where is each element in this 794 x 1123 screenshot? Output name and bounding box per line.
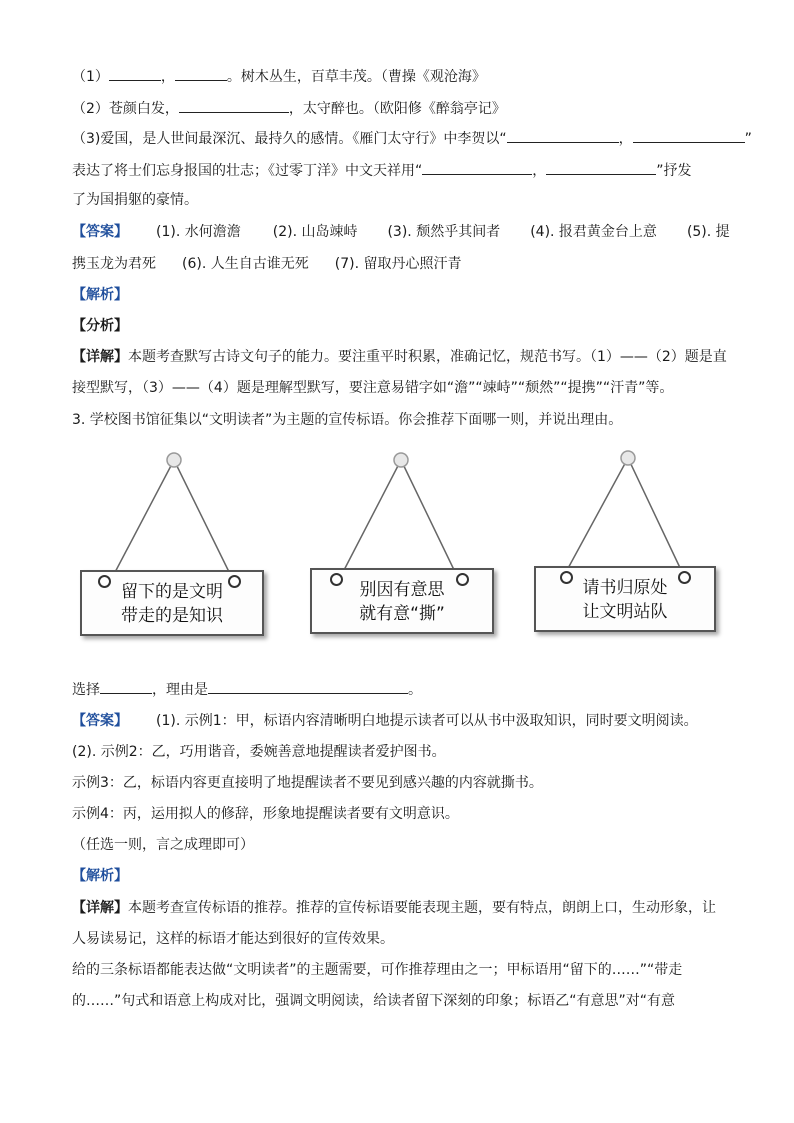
answer-example: (1). 示例1：甲，标语内容清晰明白地提示读者可以从书中汲取知识，同时要文明阅读。: [156, 713, 698, 729]
q2-prefix: （2）苍颜白发，: [72, 101, 179, 117]
hole-icon: [228, 575, 241, 588]
hole-icon: [678, 571, 691, 584]
q1-prefix: （1）: [72, 69, 109, 85]
hole-icon: [330, 573, 343, 586]
detail-3-line1: [72, 898, 716, 918]
nail-icon: [394, 453, 408, 467]
fenxi-tag-1: 【分析】: [72, 318, 128, 334]
sign-line: 别因有意思: [359, 580, 445, 600]
detail-1-line2: 接型默写，（3）——（4）题是理解型默写，要注意易错字如“澹”“竦峙”“颓然”“提携”“汗青”等。: [72, 380, 674, 396]
answer-blank[interactable]: [546, 160, 656, 175]
sign-line: 留下的是文明: [121, 582, 223, 602]
answer-3-ex2: (2). 示例2：乙，巧用谐音，委婉善意地提醒读者爱护图书。: [72, 744, 446, 760]
sign-line: 带走的是知识: [121, 606, 223, 626]
q3-suffix: ”: [744, 131, 752, 147]
q4-sep: ，: [532, 163, 547, 179]
detail-3-line4: 的……”句式和语意上构成对比，强调文明阅读，给读者留下深刻的印象；标语乙“有意思”对“有意: [72, 993, 676, 1009]
q3-sep: ，: [618, 131, 633, 147]
answer-blank[interactable]: [422, 160, 532, 175]
fill-question-2: [72, 98, 506, 119]
nail-icon: [167, 453, 181, 467]
answer-1-line2: [72, 254, 461, 274]
answer-item: (6). 人生自古谁无死: [182, 256, 309, 272]
choose-suffix: 。: [408, 682, 422, 698]
answer-item: (2). 山岛竦峙: [272, 224, 358, 240]
hole-icon: [456, 573, 469, 586]
fill-question-1: [72, 66, 486, 87]
detail-3-line2: 人易读易记，这样的标语才能达到很好的宣传效果。: [72, 931, 394, 947]
q1-sep: ，: [160, 69, 175, 85]
answer-item: (1). 水何澹澹: [156, 224, 241, 240]
fill-question-5: 了为国捐躯的豪情。: [72, 192, 198, 208]
answer-tag: 【答案】: [72, 713, 128, 729]
q2-suffix: ，太守醉也。（欧阳修《醉翁亭记》: [288, 101, 506, 117]
detail-1-line1: [72, 347, 727, 367]
q3-prefix: （3)爱国，是人世间最深沉、最持久的感情。《雁门太守行》中李贺以“: [72, 131, 507, 147]
answer-blank[interactable]: [100, 679, 152, 694]
q1-suffix: 。树木丛生，百草丰茂。（曹操《观沧海》: [226, 69, 486, 85]
answer-tag: 【答案】: [72, 224, 128, 240]
sign-board: [310, 568, 494, 634]
sign-line: 就有意“撕”: [359, 604, 445, 624]
hole-icon: [560, 571, 573, 584]
answer-blank[interactable]: [179, 98, 289, 113]
detail-text: 本题考查默写古诗文句子的能力。要注重平时积累，准确记忆，规范书写。（1）——（2）题是直: [128, 349, 727, 365]
q4-suffix: ”抒发: [656, 163, 692, 179]
answer-blank[interactable]: [175, 66, 227, 81]
answer-item: 携玉龙为君死: [72, 256, 156, 272]
hanging-sign-yi: [308, 450, 498, 638]
answer-1-line1: [72, 222, 730, 242]
sign-board: [534, 566, 716, 632]
question-3: 3. 学校图书馆征集以“文明读者”为主题的宣传标语。你会推荐下面哪一则，并说出理由。: [72, 412, 623, 428]
answer-3-ex3: 示例3：乙，标语内容更直接明了地提醒读者不要见到感兴趣的内容就撕书。: [72, 775, 543, 791]
answer-3-note: （任选一则，言之成理即可）: [72, 837, 254, 853]
detail-tag: 【详解】: [72, 349, 128, 365]
sign-board: [80, 570, 264, 636]
hanging-sign-bing: [532, 446, 722, 634]
answer-item: (5). 提: [686, 224, 730, 240]
choose-line: [72, 679, 422, 700]
hanging-sign-jia: [78, 450, 264, 638]
detail-text: 本题考查宣传标语的推荐。推荐的宣传标语要能表现主题，要有特点，朗朗上口，生动形象，让: [128, 900, 716, 916]
choose-mid: ，理由是: [152, 682, 208, 698]
sign-line: 让文明站队: [582, 602, 668, 622]
sign-line: 请书归原处: [582, 578, 668, 598]
answer-blank[interactable]: [633, 128, 745, 143]
fill-question-4: [72, 160, 692, 181]
choose-prefix: 选择: [72, 682, 100, 698]
answer-blank[interactable]: [208, 679, 408, 694]
answer-3-ex4: 示例4：丙，运用拟人的修辞，形象地提醒读者要有文明意识。: [72, 806, 459, 822]
answer-blank[interactable]: [507, 128, 619, 143]
q4-prefix: 表达了将士们忘身报国的壮志；《过零丁洋》中文天祥用“: [72, 163, 423, 179]
analysis-tag-3: 【解析】: [72, 868, 128, 884]
analysis-tag-1: 【解析】: [72, 287, 128, 303]
answer-blank[interactable]: [109, 66, 161, 81]
answer-item: (3). 颓然乎其间者: [387, 224, 501, 240]
fill-question-3: [72, 128, 752, 149]
answer-item: (7). 留取丹心照汗青: [334, 256, 462, 272]
answer-item: (4). 报君黄金台上意: [530, 224, 657, 240]
detail-3-line3: 给的三条标语都能表达做“文明读者”的主题需要，可作推荐理由之一；甲标语用“留下的……”“带走: [72, 962, 683, 978]
nail-icon: [621, 451, 635, 465]
hole-icon: [98, 575, 111, 588]
answer-3-line1: [72, 711, 698, 731]
detail-tag: 【详解】: [72, 900, 128, 916]
